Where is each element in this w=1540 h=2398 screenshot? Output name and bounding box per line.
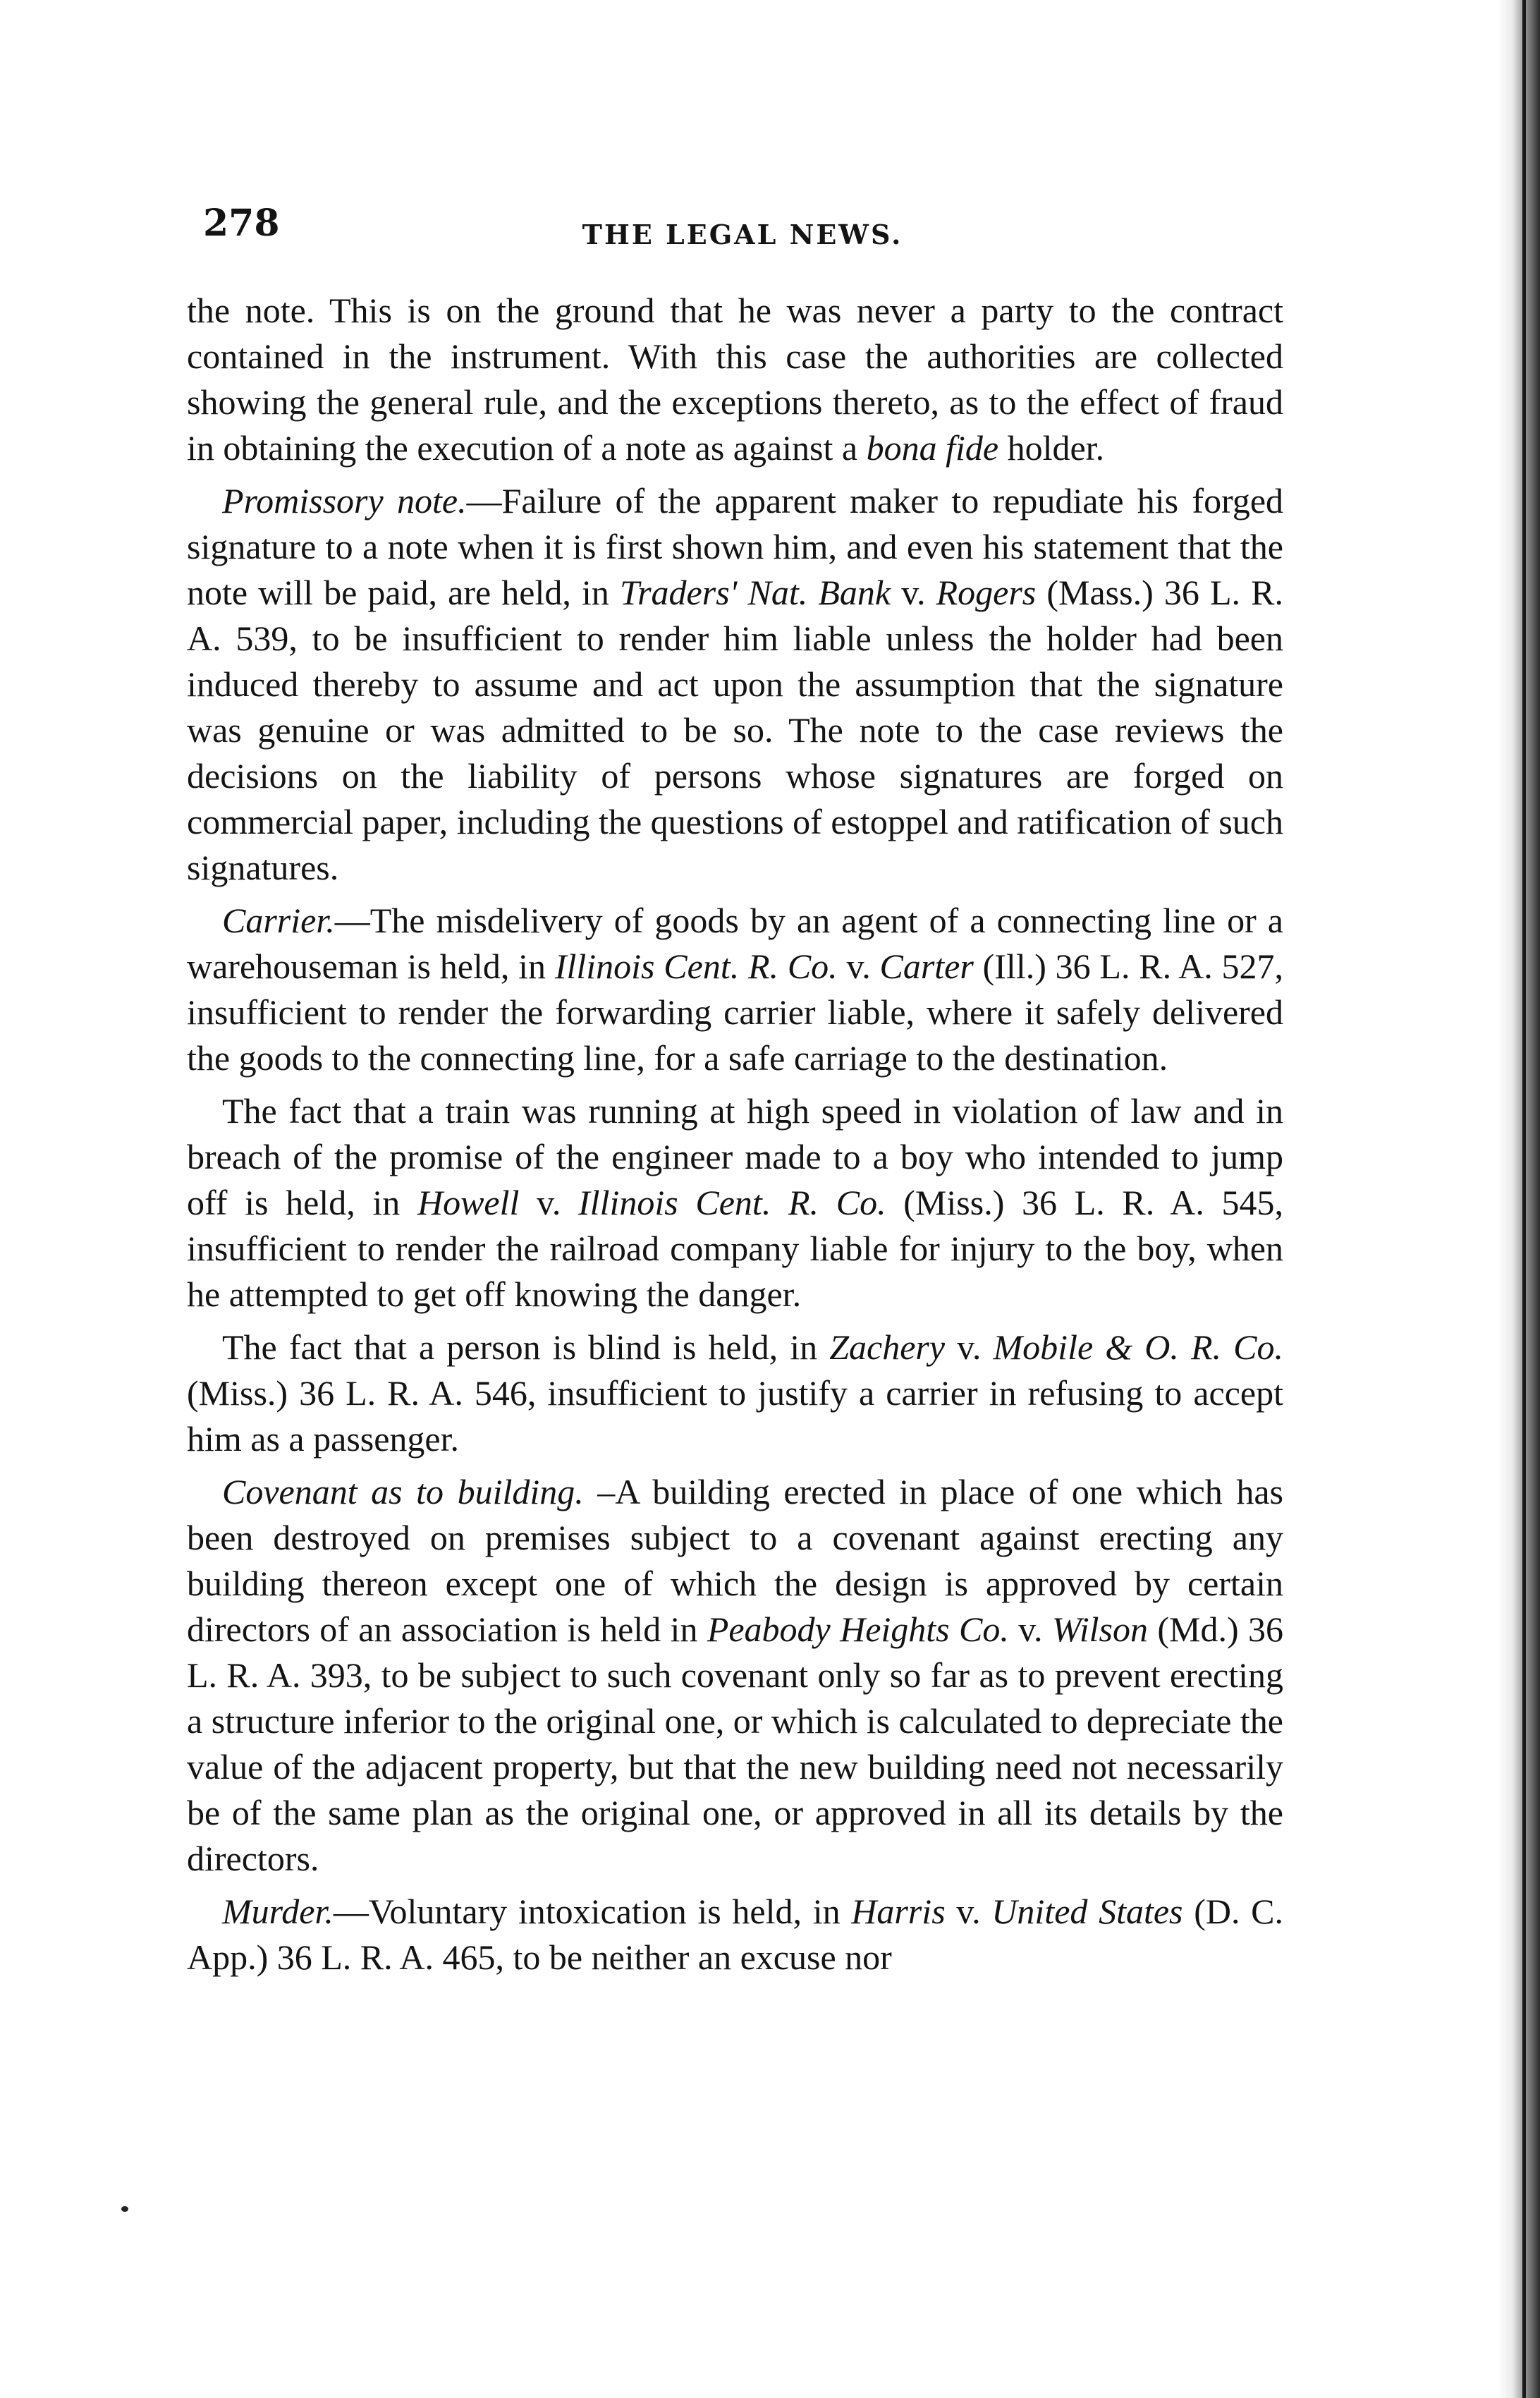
paragraph-text: (Ill.) 36 L. R. A. 527, insufficient to render the forwarding carrier liable, where it safely delivered the goods to the connecting line, for a safe carriage to the destination.: [187, 947, 1283, 1078]
paragraph-text: —Voluntary intoxication is held, in: [333, 1892, 852, 1931]
case-name: Illinois Cent. R. Co.: [554, 947, 838, 986]
paragraph-text: (Mass.) 36 L. R. A. 539, to be insufficient to render him liable unless the holder had been induced thereby to assume and act upon the assumption that the signature was genuine or was admitted to be so. The note to the case reviews the decisions on the liability of persons whose signatures are forged on commercial paper, including the questions of estoppel and ratification of such signatures.: [187, 573, 1284, 887]
ink-speck: [121, 2206, 128, 2212]
page-number: 278: [203, 202, 280, 245]
paragraph-text: (D. C. App.) 36 L. R. A. 465, to be neither an excuse nor: [187, 1892, 1283, 1977]
paragraph-covenant-building: [187, 1469, 1283, 1882]
case-name: Illinois Cent. R. Co.: [578, 1183, 886, 1222]
paragraph-text: (Miss.) 36 L. R. A. 546, insufficient to justify a carrier in refusing to accept him as a passenger.: [187, 1373, 1283, 1459]
paragraph-promissory-note: [187, 478, 1283, 891]
paragraph-carrier: [187, 898, 1283, 1081]
case-name: Zachery: [829, 1327, 946, 1367]
paragraph-text: the note. This is on the ground that he was never a party to the contract contained in the instrument. With this case the authorities are collected showing the general rule, and the exceptions thereto, as to the effect of fraud in obtaining the execution of a note as against a: [187, 291, 1283, 468]
page-header: [203, 202, 1282, 258]
article-body: [187, 288, 1283, 1988]
case-name: Traders' Nat. Bank: [620, 573, 891, 612]
case-name: Rogers: [936, 573, 1037, 612]
paragraph-murder: [187, 1889, 1283, 1980]
paragraph-text: v.: [891, 573, 936, 612]
latin-term: bona fide: [866, 428, 999, 468]
paragraph-blind-passenger: [187, 1325, 1283, 1462]
page-edge-line: [1522, 0, 1526, 2398]
paragraph-text: v.: [945, 1327, 994, 1367]
paragraph-text: (Md.) 36 L. R. A. 393, to be subject to such covenant only so far as to prevent erecting a structure inferior to the original one, or which is calculated to depreciate the value of the adjacent property, but that the new building need not necessarily be of the same plan as the original one, or approved in all its details by the directors.: [187, 1609, 1283, 1878]
case-name: Wilson: [1051, 1609, 1148, 1649]
paragraph-text: The fact that a train was running at high speed in violation of law and in breach of the promise of the engineer made to a boy who intended to jump off is held, in: [187, 1091, 1283, 1222]
case-name: Harris: [851, 1892, 946, 1931]
section-heading: Promissory note.: [222, 481, 467, 521]
case-name: Carter: [879, 947, 974, 986]
case-name: United States: [991, 1892, 1183, 1931]
page-edge-shadow: [1498, 0, 1540, 2398]
paragraph-text: v.: [1008, 1609, 1052, 1649]
paragraph-fraud-continued: [187, 288, 1283, 471]
case-name: Mobile & O. R. Co.: [993, 1327, 1283, 1367]
paragraph-text: holder.: [998, 428, 1105, 468]
paragraph-text: v.: [519, 1183, 579, 1222]
section-heading: Carrier.: [222, 901, 335, 940]
paragraph-text: (Miss.) 36 L. R. A. 545, insufficient to render the railroad company liable for injury to the boy, when he attempted to get off knowing the danger.: [187, 1183, 1284, 1314]
paragraph-text: —Failure of the apparent maker to repudiate his forged signature to a note when it is first shown him, and even his statement that the note will be paid, are held, in: [187, 481, 1284, 612]
case-name: Peabody Heights Co.: [707, 1609, 1009, 1649]
paragraph-text: v.: [837, 947, 880, 986]
section-heading: Murder.: [222, 1892, 334, 1931]
paragraph-text: —The misdelivery of goods by an agent of a connecting line or a warehouseman is held, in: [187, 901, 1283, 986]
section-heading: Covenant as to building.: [222, 1472, 584, 1511]
paragraph-text: –A building erected in place of one which has been destroyed on premises subject to a covenant against erecting any building thereon except one of which the design is approved by certain directors of an association is held in: [187, 1472, 1283, 1649]
paragraph-text: The fact that a person is blind is held, in: [222, 1327, 830, 1367]
running-title: THE LEGAL NEWS.: [582, 219, 903, 250]
paragraph-train-speed: [187, 1088, 1283, 1317]
case-name: Howell: [417, 1183, 520, 1222]
paragraph-text: v.: [945, 1892, 992, 1931]
